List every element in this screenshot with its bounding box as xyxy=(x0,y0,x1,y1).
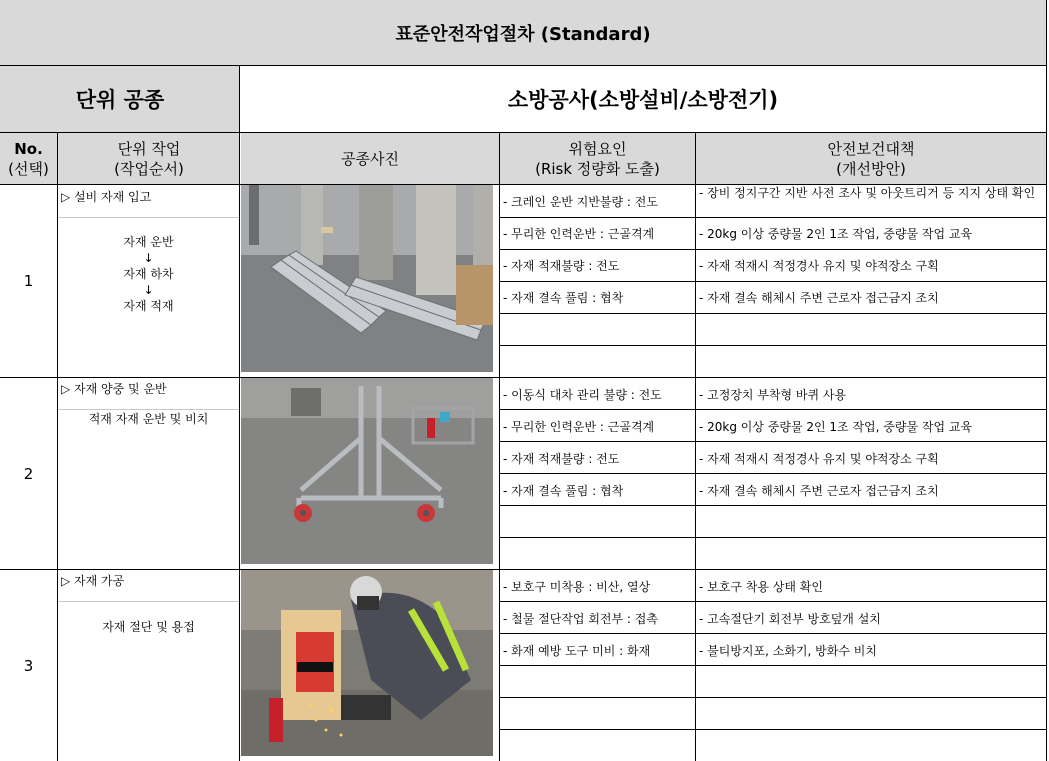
measure-item: - 보호구 착용 상태 확인 xyxy=(699,579,823,594)
risk-item: - 철물 절단작업 회전부 : 접촉 xyxy=(503,611,658,626)
header-no: No. (선택) xyxy=(0,133,57,184)
unit-trade-label: 단위 공종 xyxy=(0,66,240,132)
row-number: 1 xyxy=(23,272,34,290)
unit-task-title: ▷ 자재 가공 xyxy=(61,574,125,588)
measure-item: - 20kg 이상 중량물 2인 1조 작업, 중량물 작업 교육 xyxy=(699,226,973,241)
measure-item: - 장비 정지구간 지반 사전 조사 및 아웃트리거 등 지지 상태 확인 xyxy=(699,186,1036,200)
measure-item: - 자재 적재시 적정경사 유지 및 야적장소 구획 xyxy=(699,258,939,273)
measure-item: - 고정장치 부착형 바퀴 사용 xyxy=(699,387,847,402)
task-sequence: 적재 자재 운반 및 비치 xyxy=(88,412,209,426)
row-number: 2 xyxy=(23,464,34,483)
header-risk: 위험요인 (Risk 정량화 도출) xyxy=(500,133,695,184)
measure-item: - 자재 결속 해체시 주변 근로자 접근금지 조치 xyxy=(699,483,939,498)
risk-item: - 화재 예방 도구 미비 : 화재 xyxy=(503,643,651,658)
header-photo: 공종사진 xyxy=(241,133,499,184)
measure-item: - 20kg 이상 중량물 2인 1조 작업, 중량물 작업 교육 xyxy=(699,419,973,434)
measure-item: - 자재 결속 해체시 주변 근로자 접근금지 조치 xyxy=(699,290,939,305)
risk-item: - 크레인 운반 지반불량 : 전도 xyxy=(503,194,658,209)
header-measure: 안전보건대책 (개선방안) xyxy=(696,133,1046,184)
material-pipes-photo xyxy=(241,185,493,372)
risk-item: - 무리한 인력운반 : 근골격계 xyxy=(503,419,655,434)
document-title: 표준안전작업절차 (Standard) xyxy=(0,0,1046,66)
cutting-work-photo xyxy=(241,570,493,756)
task-sequence: 자재 운반 ↓ 자재 하차 ↓ 자재 적재 xyxy=(123,235,174,313)
row-number: 3 xyxy=(23,656,34,675)
risk-item: - 자재 결속 풀림 : 협착 xyxy=(503,290,624,305)
measure-item: - 고속절단기 회전부 방호덮개 설치 xyxy=(699,611,881,626)
unit-task-title: ▷ 설비 자재 입고 xyxy=(61,190,152,204)
risk-item: - 자재 적재불량 : 전도 xyxy=(503,451,620,466)
unit-trade-value: 소방공사(소방설비/소방전기) xyxy=(507,88,779,112)
task-sequence: 자재 절단 및 용접 xyxy=(102,620,195,634)
measure-item: - 불티방지포, 소화기, 방화수 비치 xyxy=(699,643,877,658)
cart-photo xyxy=(241,378,493,564)
risk-item: - 보호구 미착용 : 비산, 열상 xyxy=(503,579,651,594)
risk-item: - 자재 결속 풀림 : 협착 xyxy=(503,483,624,498)
header-task: 단위 작업 (작업순서) xyxy=(58,133,240,184)
measure-item: - 자재 적재시 적정경사 유지 및 야적장소 구획 xyxy=(699,451,939,466)
risk-item: - 이동식 대차 관리 불량 : 전도 xyxy=(503,387,662,402)
unit-task-title: ▷ 자재 양중 및 운반 xyxy=(61,382,167,396)
risk-item: - 자재 적재불량 : 전도 xyxy=(503,258,620,273)
risk-item: - 무리한 인력운반 : 근골격계 xyxy=(503,226,655,241)
